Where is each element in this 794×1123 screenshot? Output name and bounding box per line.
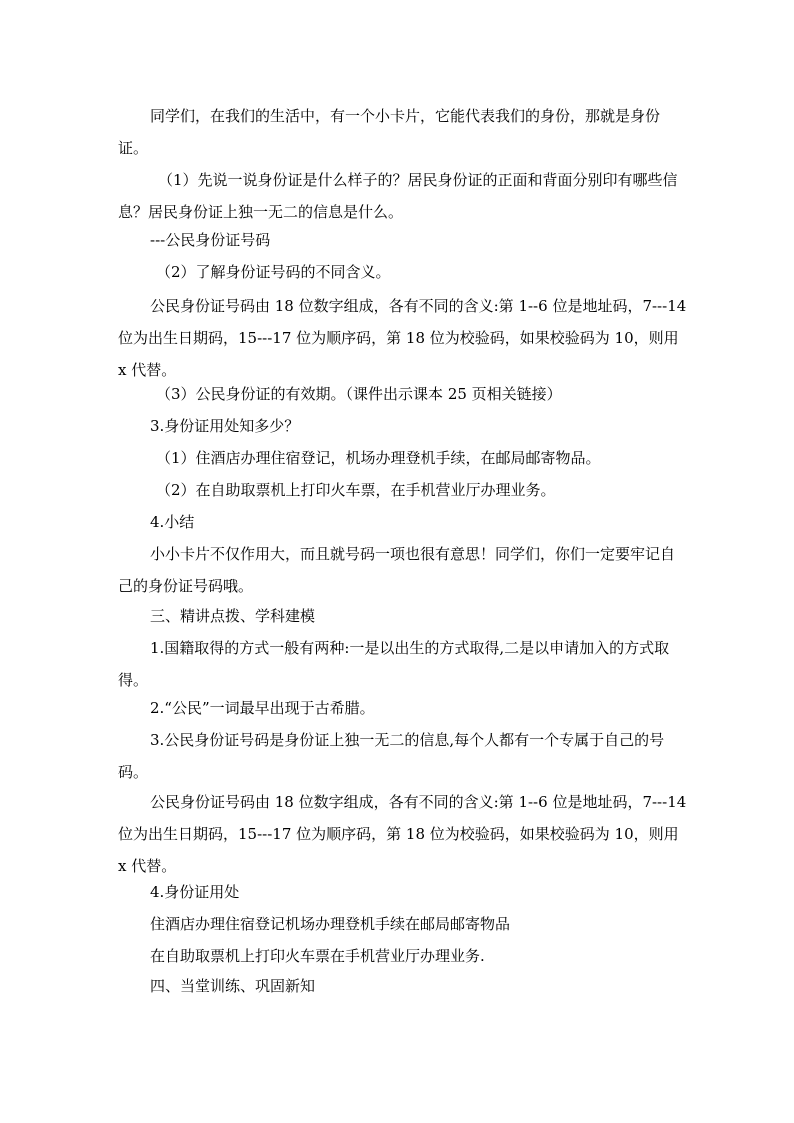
paragraph-use-summary-2: 在自助取票机上打印火车票在手机营业厅办理业务.	[150, 947, 485, 965]
paragraph-summary: 小小卡片不仅作用大，而且就号码一项也很有意思！同学们，你们一定要牢记自己的身份证号码哦。	[118, 545, 676, 595]
paragraph-id-number-label: ---公民身份证号码	[150, 231, 271, 249]
paragraph-question-3: （3）公民身份证的有效期。（课件出示课本 25 页相关链接）	[156, 385, 562, 403]
paragraph-nationality: 1.国籍取得的方式一般有两种:一是以出生的方式取得,二是以申请加入的方式取得。	[118, 639, 670, 689]
heading-summary: 4.小结	[150, 513, 195, 531]
paragraph-id-number-meaning: 公民身份证号码由 18 位数字组成，各有不同的含义:第 1--6 位是地址码，7---14 位为出生日期码，15---17 位为顺序码，第 18 位为校验码，如果校验码为 10，则用 x 代替。	[118, 297, 692, 379]
paragraph-use-1: （1）住酒店办理住宿登记，机场办理登机手续，在邮局邮寄物品。	[156, 449, 601, 467]
paragraph-unique-number: 3.公民身份证号码是身份证上独一无二的信息,每个人都有一个专属于自己的号码。	[118, 731, 665, 781]
paragraph-citizen-origin: 2.“公民”一词最早出现于古希腊。	[150, 699, 375, 717]
paragraph-intro: 同学们，在我们的生活中，有一个小卡片，它能代表我们的身份，那就是身份证。	[118, 107, 661, 157]
paragraph-id-number-meaning-repeat: 公民身份证号码由 18 位数字组成，各有不同的含义:第 1--6 位是地址码，7---14 位为出生日期码，15---17 位为顺序码，第 18 位为校验码，如果校验码为 10，则用 x 代替。	[118, 793, 692, 875]
heading-id-uses: 3.身份证用处知多少？	[150, 417, 300, 435]
paragraph-use-summary-1: 住酒店办理住宿登记机场办理登机手续在邮局邮寄物品	[150, 915, 511, 933]
heading-section-4: 四、当堂训练、巩固新知	[150, 977, 316, 995]
paragraph-use-2: （2）在自助取票机上打印火车票，在手机营业厅办理业务。	[156, 481, 556, 499]
paragraph-question-2: （2）了解身份证号码的不同含义。	[156, 263, 391, 281]
heading-id-uses-2: 4.身份证用处	[150, 883, 240, 901]
paragraph-question-1: （1）先说一说身份证是什么样子的？居民身份证的正面和背面分别印有哪些信息？居民身份证上独一无二的信息是什么。	[118, 171, 678, 221]
heading-section-3: 三、精讲点拨、学科建模	[150, 607, 316, 625]
